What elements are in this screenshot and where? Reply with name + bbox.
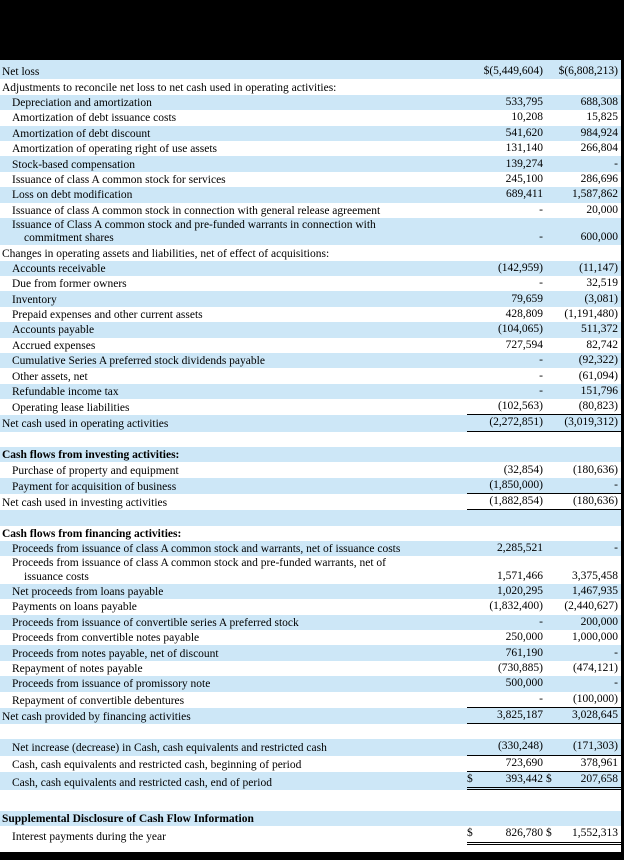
row-label <box>0 601 467 614</box>
row-label <box>0 678 467 691</box>
dollar-sign: $ <box>546 772 552 785</box>
row-label <box>0 465 467 478</box>
row-label-line1: Amortization of debt discount <box>12 127 151 140</box>
row-label-line1: Accrued expenses <box>12 339 96 352</box>
table-row <box>0 322 621 337</box>
row-label-line1: Proceeds from issuance of class A common stock and pre-funded warrants, net of <box>12 557 386 570</box>
row-label-line1: Accounts receivable <box>12 262 106 275</box>
row-label <box>0 189 467 202</box>
row-label <box>0 695 467 708</box>
table-row <box>0 338 621 353</box>
row-label <box>0 586 467 599</box>
table-row <box>0 645 621 660</box>
table-row <box>0 772 621 790</box>
amount-col1: - <box>539 354 543 367</box>
amount-col1: (2,272,851) <box>467 416 546 431</box>
table-row <box>0 708 621 724</box>
amount-col2: 15,825 <box>586 111 618 124</box>
table-row <box>0 692 621 708</box>
table-row <box>0 826 621 844</box>
table-row <box>0 79 621 94</box>
spacer-row <box>0 790 621 811</box>
row-label <box>0 263 467 276</box>
row-label <box>0 355 467 368</box>
row-label-line2: commitment shares <box>24 232 114 245</box>
row-label-line1: Depreciation and amortization <box>12 96 152 109</box>
row-label-line1: Purchase of property and equipment <box>12 464 179 477</box>
amount-col1: 428,809 <box>505 308 543 321</box>
amount-col1: 761,190 <box>505 646 543 659</box>
amount-col1 <box>467 773 546 790</box>
table-row <box>0 630 621 645</box>
amount-col2: 984,924 <box>580 126 618 139</box>
amount-col2: 266,804 <box>580 142 618 155</box>
amount-col2: 378,961 <box>546 757 621 772</box>
row-label-line1: Issuance of class A common stock in connection with general release agreement <box>12 204 381 217</box>
table-row <box>0 676 621 691</box>
amount-col2: - <box>546 479 621 494</box>
row-label <box>0 831 467 844</box>
amount-col2: 688,308 <box>580 95 618 108</box>
amount-col1: 139,274 <box>505 157 543 170</box>
row-label-line1: Proceeds from issuance of class A common stock and warrants, net of issuance costs <box>12 543 401 556</box>
table-row <box>0 64 621 79</box>
row-label-line1: Other assets, net <box>12 370 88 383</box>
row-label-line1: Repayment of convertible debentures <box>12 694 185 707</box>
row-label-line1: Amortization of operating right of use assets <box>12 143 218 156</box>
row-label <box>0 759 467 772</box>
row-label <box>0 219 467 245</box>
row-label-line1: Stock-based compensation <box>12 158 135 171</box>
row-label <box>0 112 467 125</box>
cashflow-table <box>0 64 621 845</box>
row-label-line1: Proceeds from convertible notes payable <box>12 632 200 645</box>
row-label-line1: Net cash used in operating activities <box>2 418 169 431</box>
row-label <box>0 449 467 462</box>
row-label <box>0 813 467 826</box>
row-label-line1: Operating lease liabilities <box>12 402 130 415</box>
amount-col2: (171,303) <box>546 740 621 755</box>
amount-col2: $(6,808,213) <box>558 65 618 78</box>
row-label-line1: Cash, cash equivalents and restricted cash, end of period <box>12 776 272 789</box>
amount-col2: 82,742 <box>586 338 618 351</box>
table-row <box>0 584 621 599</box>
table-row <box>0 95 621 110</box>
table-row <box>0 556 621 583</box>
amount-col2: (3,019,312) <box>546 416 621 431</box>
dollar-sign: $ <box>546 827 552 840</box>
amount-col1: 727,594 <box>505 338 543 351</box>
row-label-line1: Proceeds from notes payable, net of discount <box>12 647 219 660</box>
table-row <box>0 156 621 171</box>
row-label <box>0 418 467 431</box>
amount-col1: $(5,449,604) <box>483 65 543 78</box>
amount-col2: (1,191,480) <box>564 308 618 321</box>
row-label-line1: Due from former owners <box>12 278 127 291</box>
row-label <box>0 481 467 494</box>
amount-col1: 723,690 <box>467 757 546 772</box>
table-row <box>0 615 621 630</box>
row-label-line1: Adjustments to reconcile net loss to net cash used in operating activities: <box>2 81 337 94</box>
amount-col2: 3,375,458 <box>572 569 618 582</box>
amount-col2: 1,467,935 <box>572 584 618 597</box>
amount-col1: - <box>539 615 543 628</box>
row-label <box>0 386 467 399</box>
row-label <box>0 777 467 790</box>
amount-col1: 2,285,521 <box>497 542 543 555</box>
row-label-line1: Proceeds from issuance of promissory note <box>12 678 211 691</box>
row-label-line1: Net proceeds from loans payable <box>12 585 164 598</box>
table-row <box>0 661 621 676</box>
row-label-line1: Cumulative Series A preferred stock dividends payable <box>12 355 265 368</box>
row-label-line1: Net cash provided by financing activities <box>2 710 191 723</box>
amount-col1 <box>467 827 546 844</box>
table-row <box>0 291 621 306</box>
amount-col1: - <box>539 231 543 244</box>
amount-col1: (104,065) <box>497 323 543 336</box>
amount-col1: - <box>539 369 543 382</box>
amount-col1: - <box>467 693 546 708</box>
amount-col1: (730,885) <box>497 661 543 674</box>
row-label-line1: Repayment of notes payable <box>12 662 143 675</box>
table-row <box>0 384 621 399</box>
table-row <box>0 141 621 156</box>
amount-col2: - <box>614 542 618 555</box>
row-label-line1: Changes in operating assets and liabilities, net of effect of acquisitions: <box>2 247 330 260</box>
bottom-black-bar <box>0 852 621 860</box>
row-label-line1: Net cash used in investing activities <box>2 497 168 509</box>
row-label <box>0 742 467 755</box>
table-row <box>0 494 621 510</box>
row-label <box>0 340 467 353</box>
row-label-line1: Supplemental Disclosure of Cash Flow Information <box>2 813 254 826</box>
row-label <box>0 278 467 291</box>
amount-col2 <box>546 827 621 844</box>
row-label-line1: Net loss <box>2 66 40 79</box>
amount-col1: 1,571,466 <box>497 569 543 582</box>
amount-col2: (80,823) <box>546 400 621 415</box>
row-label <box>0 371 467 384</box>
row-label <box>0 82 467 95</box>
row-label-line1: Inventory <box>12 293 57 306</box>
amount-col2: 286,696 <box>580 172 618 185</box>
table-row <box>0 462 621 477</box>
table-row <box>0 478 621 494</box>
row-label <box>0 66 467 79</box>
amount-col2: - <box>614 646 618 659</box>
row-label <box>0 711 467 724</box>
amount-col1: (142,959) <box>497 261 543 274</box>
row-label-line1: Cash flows from financing activities: <box>2 527 182 540</box>
row-label-line1: Accounts payable <box>12 324 95 337</box>
amount-col2: (474,121) <box>572 661 618 674</box>
row-label-line1: Payments on loans payable <box>12 601 137 614</box>
row-label <box>0 324 467 337</box>
amount-col2: (3,081) <box>584 292 618 305</box>
table-row <box>0 599 621 614</box>
amount-col1: 3,825,187 <box>467 709 546 724</box>
amount-col2: - <box>614 677 618 690</box>
table-row <box>0 245 621 260</box>
row-label <box>0 97 467 110</box>
table-row <box>0 415 621 431</box>
table-row <box>0 187 621 202</box>
row-label <box>0 543 467 556</box>
amount-col2: (92,322) <box>578 354 618 367</box>
amount-value: 393,442 <box>505 772 543 785</box>
spacer-row <box>0 724 621 739</box>
dollar-sign: $ <box>467 772 473 785</box>
row-label <box>0 632 467 645</box>
amount-col2: 3,028,645 <box>546 709 621 724</box>
spacer-row <box>0 432 621 447</box>
amount-value: 207,658 <box>580 772 618 785</box>
amount-col1: 689,411 <box>506 188 543 201</box>
amount-col2: (2,440,627) <box>564 600 618 613</box>
amount-col1: 541,620 <box>505 126 543 139</box>
amount-col1: - <box>539 277 543 290</box>
table-row <box>0 447 621 462</box>
row-label-line1: Cash flows from investing activities: <box>2 449 180 462</box>
row-label <box>0 174 467 187</box>
amount-col2: 200,000 <box>580 615 618 628</box>
table-row <box>0 203 621 218</box>
row-label <box>0 128 467 141</box>
table-row <box>0 126 621 141</box>
table-row <box>0 276 621 291</box>
spacer-row <box>0 510 621 525</box>
amount-col1: - <box>539 385 543 398</box>
amount-col2: - <box>614 157 618 170</box>
amount-col2: 600,000 <box>580 231 618 244</box>
row-label <box>0 159 467 172</box>
amount-col1: 250,000 <box>505 631 543 644</box>
row-label-line1: Issuance of class A common stock for services <box>12 173 226 186</box>
amount-col1: (330,248) <box>467 740 546 755</box>
row-label <box>0 309 467 322</box>
amount-col2 <box>546 773 621 790</box>
row-label-line1: Net increase (decrease) in Cash, cash equivalents and restricted cash <box>12 742 327 755</box>
table-row <box>0 353 621 368</box>
amount-col2: 32,519 <box>586 277 618 290</box>
row-label-line1: Cash, cash equivalents and restricted cash, beginning of period <box>12 758 302 771</box>
table-row <box>0 739 621 755</box>
table-row <box>0 756 621 772</box>
amount-col2: 151,796 <box>580 385 618 398</box>
row-label <box>0 663 467 676</box>
row-label-line1: Proceeds from issuance of convertible series A preferred stock <box>12 616 299 629</box>
amount-col2: 511,372 <box>581 323 618 336</box>
amount-col1: 1,020,295 <box>497 584 543 597</box>
amount-value: 826,780 <box>505 827 543 840</box>
amount-col2: (61,094) <box>578 369 618 382</box>
table-row <box>0 172 621 187</box>
amount-col1: 79,659 <box>511 292 543 305</box>
row-label-line1: Loss on debt modification <box>12 189 133 202</box>
table-row <box>0 307 621 322</box>
row-label-line2: issuance costs <box>24 570 89 583</box>
dollar-sign: $ <box>467 827 473 840</box>
amount-col1: 533,795 <box>505 95 543 108</box>
table-row <box>0 218 621 245</box>
amount-col1: 245,100 <box>505 172 543 185</box>
row-label-line1: Issuance of Class A common stock and pre-funded warrants in connection with <box>12 218 376 231</box>
amount-col1: - <box>539 203 543 216</box>
row-label-line1: Amortization of debt issuance costs <box>12 112 177 125</box>
table-row <box>0 399 621 415</box>
amount-col1: 10,208 <box>511 111 543 124</box>
row-label <box>0 648 467 661</box>
row-label-line1: Interest payments during the year <box>12 831 166 844</box>
table-row <box>0 811 621 826</box>
row-label <box>0 402 467 415</box>
row-label <box>0 143 467 156</box>
amount-col1: (1,882,854) <box>467 495 546 510</box>
row-label <box>0 497 467 510</box>
row-label <box>0 248 467 261</box>
row-label <box>0 528 467 541</box>
amount-col1: (32,854) <box>503 463 543 476</box>
amount-col2: (11,147) <box>579 261 618 274</box>
row-label <box>0 617 467 630</box>
table-row <box>0 541 621 556</box>
amount-col2: 20,000 <box>586 203 618 216</box>
top-black-bar <box>0 0 621 60</box>
amount-col2: (100,000) <box>546 693 621 708</box>
amount-col1: 131,140 <box>505 142 543 155</box>
row-label-line1: Refundable income tax <box>12 386 119 399</box>
table-row <box>0 110 621 125</box>
row-label-line1: Prepaid expenses and other current assets <box>12 309 203 322</box>
row-label-line1: Payment for acquisition of business <box>12 480 177 493</box>
amount-col2: 1,587,862 <box>572 188 618 201</box>
amount-value: 1,552,313 <box>572 827 618 840</box>
table-row <box>0 526 621 541</box>
row-label <box>0 294 467 307</box>
amount-col1: (102,563) <box>467 400 546 415</box>
row-label <box>0 557 467 583</box>
table-row <box>0 261 621 276</box>
amount-col1: 500,000 <box>505 677 543 690</box>
amount-col2: (180,636) <box>572 463 618 476</box>
amount-col2: (180,636) <box>546 495 621 510</box>
row-label <box>0 205 467 218</box>
amount-col1: (1,832,400) <box>489 600 543 613</box>
amount-col1: (1,850,000) <box>467 479 546 494</box>
table-row <box>0 368 621 383</box>
amount-col2: 1,000,000 <box>572 631 618 644</box>
